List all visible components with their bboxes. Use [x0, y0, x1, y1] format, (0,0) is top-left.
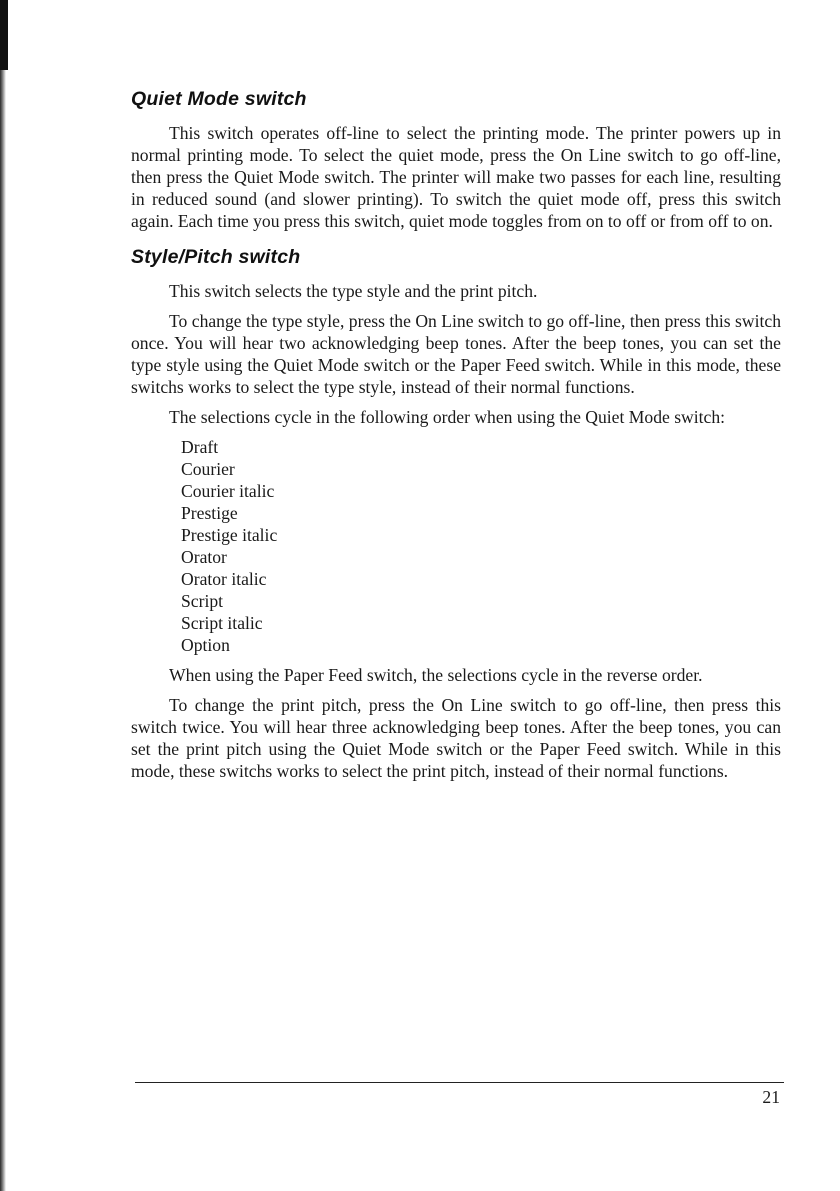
- list-item: Prestige italic: [181, 525, 278, 545]
- list-item: Courier italic: [181, 481, 275, 501]
- type-style-list: [181, 436, 781, 656]
- scan-edge-mark: [0, 0, 8, 70]
- paragraph-selection-order: The selections cycle in the following order when using the Quiet Mode switch:: [169, 407, 726, 427]
- heading-style-pitch-switch: Style/Pitch switch: [131, 246, 301, 268]
- list-item: Courier: [181, 459, 235, 479]
- scan-edge: [0, 0, 6, 1191]
- heading-quiet-mode-switch: Quiet Mode switch: [131, 88, 307, 110]
- paragraph-change-print-pitch: To change the print pitch, press the On Line switch to go off-line, then press this switch twice. You will hear three acknowledging beep tones. After the beep tones, you can set the print pitch using the Quiet Mode switch or the Paper Feed switch. While in this mode, these switchs works to select the print pitch, instead of their normal functions.: [131, 695, 781, 781]
- list-item: Prestige: [181, 503, 238, 523]
- paragraph-change-type-style: To change the type style, press the On Line switch to go off-line, then press this switch once. You will hear two acknowledging beep tones. After the beep tones, you can set the type style using the Quiet Mode switch or the Paper Feed switch. While in this mode, these switchs works to select the type style, instead of their normal functions.: [131, 311, 781, 397]
- paragraph-quiet-mode-description: This switch operates off-line to select the printing mode. The printer powers up in normal printing mode. To select the quiet mode, press the On Line switch to go off-line, then press the Quiet Mode switch. The printer will make two passes for each line, resulting in reduced sound (and slower printing). To switch the quiet mode off, press this switch again. Each time you press this switch, quiet mode toggles from on to off or from off to on.: [131, 123, 781, 231]
- list-item: Orator italic: [181, 569, 267, 589]
- paragraph-paper-feed-reverse: When using the Paper Feed switch, the selections cycle in the reverse order.: [169, 665, 703, 685]
- page-content: [131, 88, 781, 790]
- list-item: Draft: [181, 437, 219, 457]
- paragraph-style-pitch-intro: This switch selects the type style and the print pitch.: [169, 281, 538, 301]
- list-item: Orator: [181, 547, 227, 567]
- footer-divider: [135, 1082, 784, 1083]
- list-item: Option: [181, 635, 230, 655]
- list-item: Script italic: [181, 613, 263, 633]
- page-number: 21: [762, 1087, 780, 1107]
- list-item: Script: [181, 591, 224, 611]
